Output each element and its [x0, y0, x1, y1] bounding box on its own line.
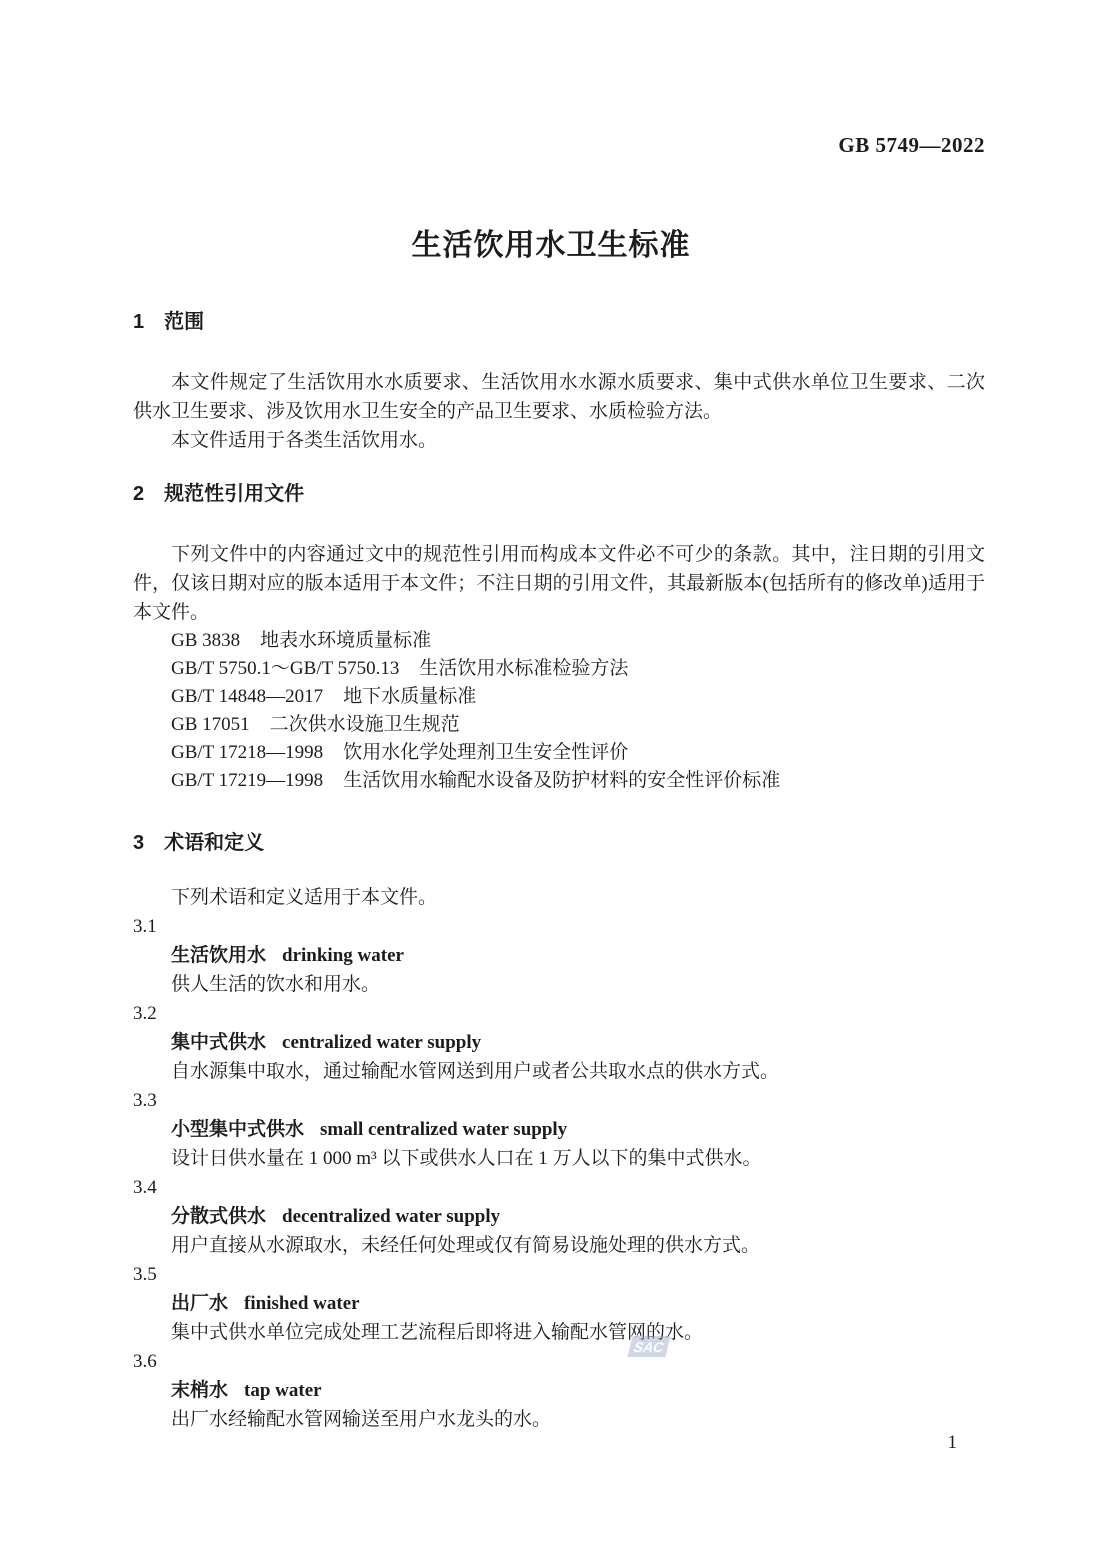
section-3-heading — [133, 829, 985, 857]
term-name-zh: 分散式供水 — [171, 1206, 267, 1227]
normative-references-intro: 下列文件中的内容通过文中的规范性引用而构成本文件必不可少的条款。其中，注日期的引用文件，仅该日期对应的版本适用于本文件；不注日期的引用文件，其最新版本(包括所有的修改单)适用于本文件。 — [133, 544, 985, 623]
term-name-zh: 末梢水 — [171, 1380, 229, 1401]
terms-intro: 下列术语和定义适用于本文件。 — [171, 887, 438, 908]
reference-title: 地表水环境质量标准 — [260, 630, 432, 651]
term-name — [133, 1202, 985, 1231]
term-number: 3.5 — [133, 1264, 157, 1285]
term-definition: 用户直接从水源取水，未经任何处理或仅有简易设施处理的供水方式。 — [171, 1235, 761, 1256]
term-name — [133, 1289, 985, 1318]
reference-item — [133, 683, 985, 711]
section-1-heading — [133, 308, 985, 336]
scope-paragraph-1: 本文件规定了生活饮用水水质要求、生活饮用水水源水质要求、集中式供水单位卫生要求、二次供水卫生要求、涉及饮用水卫生安全的产品卫生要求、水质检验方法。 — [133, 372, 985, 422]
reference-list — [133, 627, 985, 795]
reference-title: 二次供水设施卫生规范 — [269, 714, 460, 735]
standard-number: GB 5749—2022 — [838, 133, 985, 157]
term-name — [133, 1028, 985, 1057]
term-3-4 — [133, 1173, 985, 1260]
term-name — [133, 941, 985, 970]
term-name-en: small centralized water supply — [320, 1119, 568, 1140]
reference-title: 生活饮用水标准检验方法 — [419, 658, 629, 679]
section-2-title: 规范性引用文件 — [164, 483, 305, 505]
term-definition: 设计日供水量在 1 000 m³ 以下或供水人口在 1 万人以下的集中式供水。 — [171, 1148, 762, 1169]
sac-watermark — [627, 1336, 670, 1357]
term-number: 3.4 — [133, 1177, 157, 1198]
reference-code: GB/T 17219—1998 — [171, 770, 324, 791]
reference-code: GB/T 14848—2017 — [171, 686, 324, 707]
term-name-en: decentralized water supply — [282, 1206, 501, 1227]
document-title: 生活饮用水卫生标准 — [411, 229, 691, 262]
term-number: 3.6 — [133, 1351, 157, 1372]
term-definition: 供人生活的饮水和用水。 — [171, 974, 381, 995]
term-3-2 — [133, 999, 985, 1086]
section-2-heading — [133, 480, 985, 508]
term-name-zh: 集中式供水 — [171, 1032, 267, 1053]
term-name-en: drinking water — [282, 945, 404, 966]
term-number: 3.2 — [133, 1003, 157, 1024]
reference-item — [133, 627, 985, 655]
reference-title: 地下水质量标准 — [343, 686, 477, 707]
reference-code: GB 17051 — [171, 714, 250, 735]
reference-item — [133, 767, 985, 795]
term-name-zh: 小型集中式供水 — [171, 1119, 305, 1140]
term-name-en: tap water — [244, 1380, 322, 1401]
reference-item — [133, 655, 985, 683]
term-3-5 — [133, 1260, 985, 1347]
term-number: 3.1 — [133, 916, 157, 937]
section-1-number: 1 — [133, 311, 145, 333]
reference-code: GB/T 17218—1998 — [171, 742, 324, 763]
term-definition: 集中式供水单位完成处理工艺流程后即将进入输配水管网的水。 — [171, 1322, 704, 1343]
term-name-en: centralized water supply — [282, 1032, 482, 1053]
scope-paragraph-2: 本文件适用于各类生活饮用水。 — [171, 430, 438, 451]
reference-code: GB/T 5750.1～GB/T 5750.13 — [171, 658, 400, 679]
section-2-number: 2 — [133, 483, 145, 505]
document-body — [133, 308, 985, 1434]
section-3-number: 3 — [133, 832, 145, 854]
reference-item — [133, 711, 985, 739]
page-number: 1 — [947, 1432, 957, 1453]
term-definition: 自水源集中取水，通过输配水管网送到用户或者公共取水点的供水方式。 — [171, 1061, 780, 1082]
term-3-3 — [133, 1086, 985, 1173]
term-name-zh: 出厂水 — [171, 1293, 229, 1314]
reference-title: 生活饮用水输配水设备及防护材料的安全性评价标准 — [343, 770, 781, 791]
term-definition: 出厂水经输配水管网输送至用户水龙头的水。 — [171, 1409, 552, 1430]
term-name-en: finished water — [244, 1293, 360, 1314]
sac-watermark-text: SAC — [632, 1338, 666, 1355]
term-name — [133, 1376, 985, 1405]
term-name-zh: 生活饮用水 — [171, 945, 267, 966]
section-1-title: 范围 — [164, 311, 205, 333]
section-3-title: 术语和定义 — [164, 832, 265, 854]
term-3-1 — [133, 912, 985, 999]
term-name — [133, 1115, 985, 1144]
reference-item — [133, 739, 985, 767]
reference-title: 饮用水化学处理剂卫生安全性评价 — [343, 742, 629, 763]
term-3-6 — [133, 1347, 985, 1434]
term-number: 3.3 — [133, 1090, 157, 1111]
reference-code: GB 3838 — [171, 630, 241, 651]
